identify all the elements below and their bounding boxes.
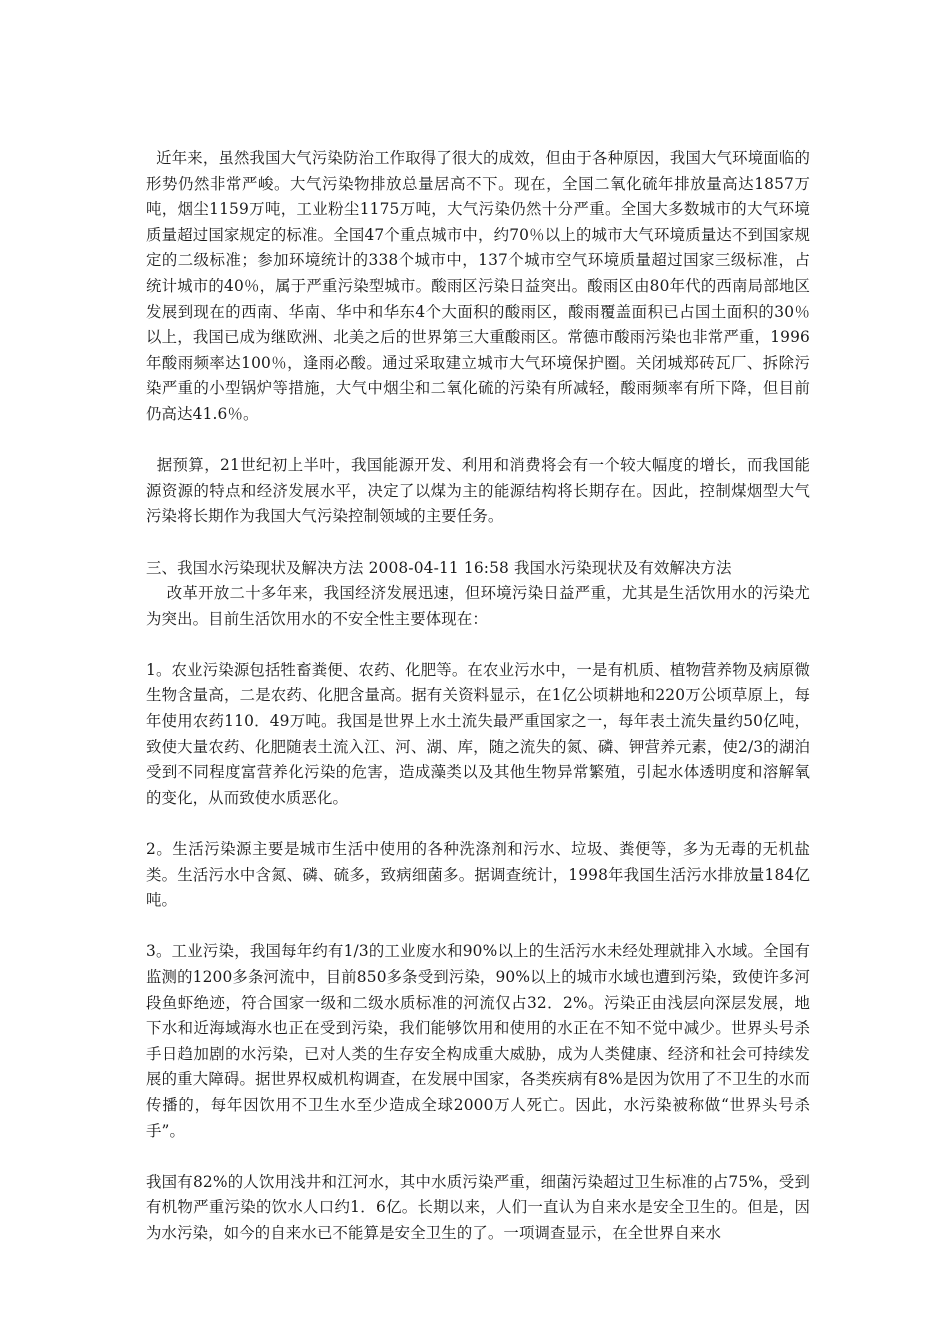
paragraph-spacer: [146, 530, 810, 556]
paragraph-spacer: [146, 632, 810, 658]
paragraph-spacer: [146, 914, 810, 940]
paragraph-industrial-pollution: 3。工业污染，我国每年约有1/3的工业废水和90%以上的生活污水未经处理就排入水域。全国有监测的1200多条河流中，目前850多条受到污染，90%以上的城市水域也遭到污染，致使许多河段鱼虾绝迹，符合国家一级和二级水质标准的河流仅占32．2%。污染正由浅层向深层发展，地下水和近海域海水也正在受到污染，我们能够饮用和使用的水正在不知不觉中减少。世界头号杀手日趋加剧的水污染，已对人类的生存安全构成重大威胁，成为人类健康、经济和社会可持续发展的重大障碍。据世界权威机构调查，在发展中国家，各类疾病有8%是因为饮用了不卫生的水而传播的，每年因饮用不卫生水至少造成全球2000万人死亡。因此，水污染被称做“世界头号杀手”。: [146, 942, 810, 1140]
paragraph-agricultural-pollution: 1。农业污染源包括牲畜粪便、农药、化肥等。在农业污水中，一是有机质、植物营养物及病原微生物含量高，二是农药、化肥含量高。据有关资料显示，在1亿公顷耕地和220万公顷草原上，每年使用农药110．49万吨。我国是世界上水土流失最严重国家之一，每年表土流失量约50亿吨，致使大量农药、化肥随表土流入江、河、湖、库，随之流失的氮、磷、钾营养元素，使2/3的湖泊受到不同程度富营养化污染的危害，造成藻类以及其他生物异常繁殖，引起水体透明度和溶解氧的变化，从而致使水质恶化。: [146, 660, 810, 807]
paragraph-spacer: [146, 811, 810, 837]
paragraph-air-pollution: 近年来，虽然我国大气污染防治工作取得了很大的成效，但由于各种原因，我国大气环境面临的形势仍然非常严峻。大气污染物排放总量居高不下。现在，全国二氧化硫年排放量高达1857万吨，烟尘1159万吨，工业粉尘1175万吨，大气污染仍然十分严重。全国大多数城市的大气环境质量超过国家规定的标准。全国47个重点城市中，约70％以上的城市大气环境质量达不到国家规定的二级标准；参加环境统计的338个城市中，137个城市空气环境质量超过国家三级标准，占统计城市的40％，属于严重污染型城市。酸雨区污染日益突出。酸雨区由80年代的西南局部地区发展到现在的西南、华南、华中和华东4个大面积的酸雨区，酸雨覆盖面积已占国土面积的30％以上，我国已成为继欧洲、北美之后的世界第三大重酸雨区。常德市酸雨污染也非常严重，1996年酸雨频率达100％，逢雨必酸。通过采取建立城市大气环境保护圈。关闭城郑砖瓦厂、拆除污染严重的小型锅炉等措施，大气中烟尘和二氧化硫的污染有所减轻，酸雨频率有所下降，但目前仍高达41.6％。: [146, 149, 810, 423]
paragraph-spacer: [146, 428, 810, 454]
paragraph-drinking-water: 我国有82%的人饮用浅井和江河水，其中水质污染严重，细菌污染超过卫生标准的占75%，受到有机物严重污染的饮水人口约1．6亿。长期以来，人们一直认为自来水是安全卫生的。但是，因为水污染，如今的自来水已不能算是安全卫生的了。一项调查显示，在全世界自来水: [146, 1172, 810, 1242]
paragraph-energy-forecast: 据预算，21世纪初上半叶，我国能源开发、利用和消费将会有一个较大幅度的增长，而我国能源资源的特点和经济发展水平，决定了以煤为主的能源结构将长期存在。因此，控制煤烟型大气污染将长期作为我国大气污染控制领域的主要任务。: [146, 456, 810, 526]
paragraph-spacer: [146, 1144, 810, 1170]
paragraph-water-section-heading: 三、我国水污染现状及解决方法 2008-04-11 16:58 我国水污染现状及有效解决方法 改革开放二十多年来，我国经济发展迅速，但环境污染日益严重，尤其是生活饮用水的污染尤为突出。目前生活饮用水的不安全性主要体现在：: [146, 558, 810, 628]
document-body: [146, 146, 810, 1247]
paragraph-domestic-pollution: 2。生活污染源主要是城市生活中使用的各种洗涤剂和污水、垃圾、粪便等，多为无毒的无机盐类。生活污水中含氮、磷、硫多，致病细菌多。据调查统计，1998年我国生活污水排放量184亿吨。: [146, 840, 810, 910]
